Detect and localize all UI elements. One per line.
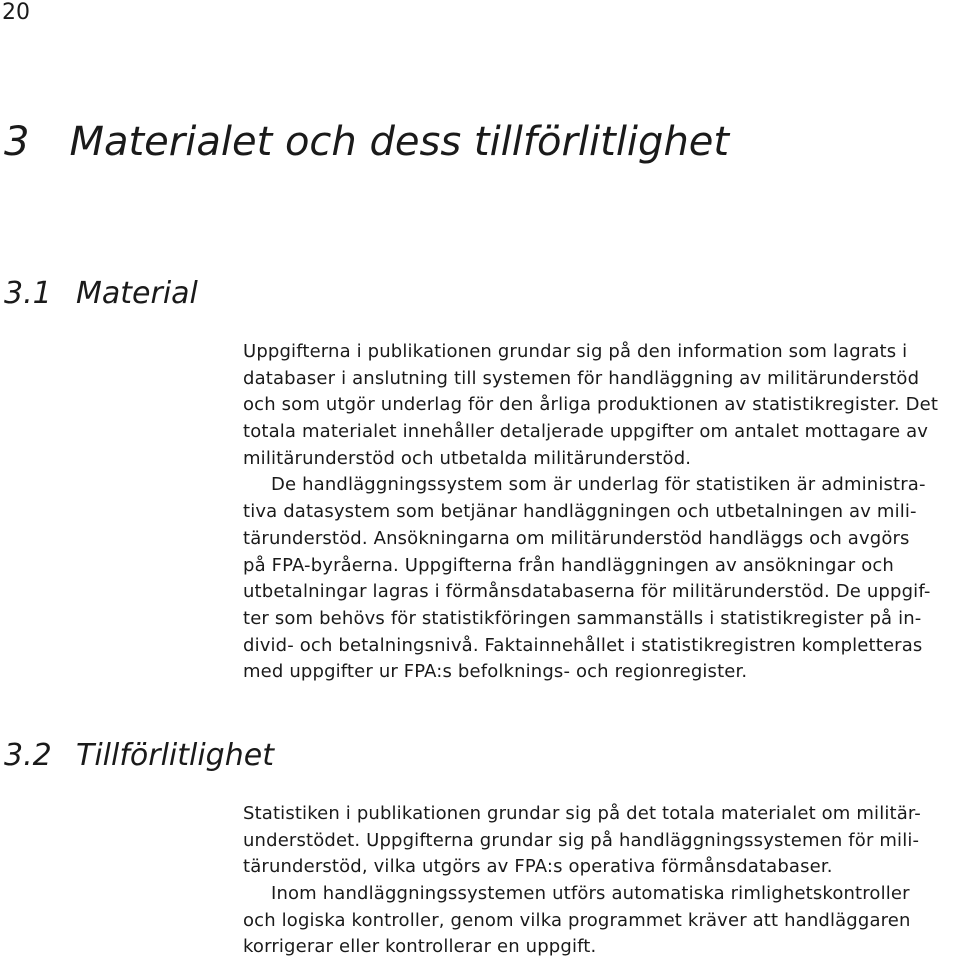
page-number: 20 xyxy=(2,0,30,25)
text-line: databaser i anslutning till systemen för handläggning av militärunderstöd xyxy=(243,367,920,389)
section-number: 3.1 xyxy=(4,276,52,311)
text-line: Inom handläggningssystemen utförs automatiska rimlighetskontroller xyxy=(271,883,910,905)
paragraph xyxy=(243,801,955,881)
text-line: på FPA-byråerna. Uppgifterna från handläggningen av ansökningar och xyxy=(243,554,894,576)
text-line: och logiska kontroller, genom vilka programmet kräver att handläggaren xyxy=(243,909,911,931)
section-heading-tillforlitlighet xyxy=(4,736,274,776)
text-line: ter som behövs för statistikföringen sammanställs i statistikregister på in- xyxy=(243,607,922,629)
section-heading-material xyxy=(4,274,198,314)
text-line: totala materialet innehåller detaljerade uppgifter om antalet mottagare av xyxy=(243,421,929,443)
chapter-heading xyxy=(4,116,729,168)
section-body-material xyxy=(243,339,955,686)
paragraph xyxy=(243,472,955,686)
text-line: tiva datasystem som betjänar handläggningen och utbetalningen av mili- xyxy=(243,501,917,523)
section-body-tillforlitlighet xyxy=(243,801,955,961)
text-line: Statistiken i publikationen grundar sig på det totala materialet om militär- xyxy=(243,803,921,824)
chapter-title: Materialet och dess tillförlitlighet xyxy=(69,119,730,165)
text-line: utbetalningar lagras i förmånsdatabaserna för militärunderstöd. De uppgif- xyxy=(243,581,931,603)
text-line: tärunderstöd. Ansökningarna om militärunderstöd handläggs och avgörs xyxy=(243,527,910,549)
section-title: Tillförlitlighet xyxy=(76,738,274,773)
paragraph xyxy=(243,339,955,472)
section-number: 3.2 xyxy=(4,738,52,773)
text-line: divid- och betalningsnivå. Faktainnehållet i statistikregistren kompletteras xyxy=(243,634,923,656)
text-line: korrigerar eller kontrollerar en uppgift. xyxy=(243,936,597,958)
text-line: Uppgifterna i publikationen grundar sig på den information som lagrats i xyxy=(243,341,908,362)
text-line: med uppgifter ur FPA:s befolknings- och regionregister. xyxy=(243,661,748,683)
section-title: Material xyxy=(76,276,198,311)
text-line: och som utgör underlag för den årliga produktionen av statistikregister. Det xyxy=(243,394,939,416)
text-line: De handläggningssystem som är underlag för statistiken är administra- xyxy=(271,474,926,496)
text-line: militärunderstöd och utbetalda militärunderstöd. xyxy=(243,447,692,469)
text-line: tärunderstöd, vilka utgörs av FPA:s operativa förmånsdatabaser. xyxy=(243,856,833,878)
text-line: understödet. Uppgifterna grundar sig på handläggningssystemen för mili- xyxy=(243,829,920,851)
chapter-number: 3 xyxy=(4,119,30,165)
paragraph xyxy=(243,881,955,961)
